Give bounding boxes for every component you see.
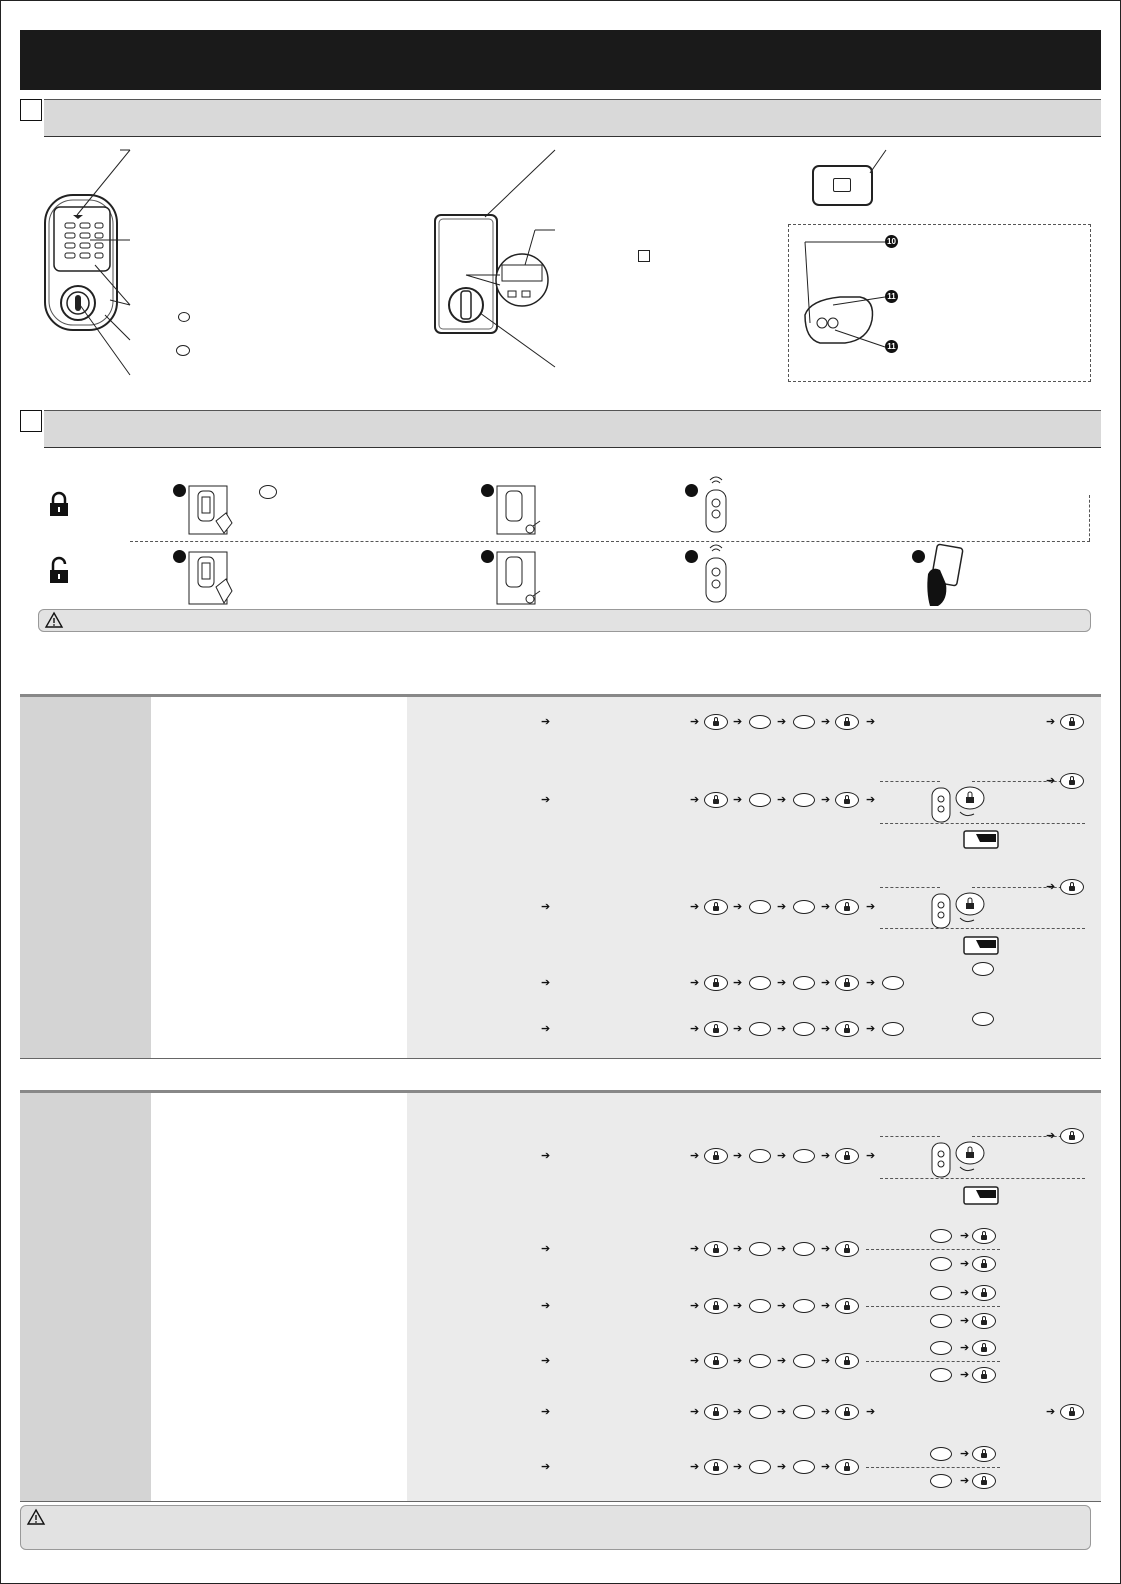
lock-button-icon [704,792,728,808]
lock-button-icon [835,792,859,808]
sequence-arrow: ➔ [821,1023,831,1035]
sequence-arrow: ➔ [690,1461,700,1473]
sequence-arrow: ➔ [690,1355,700,1367]
sequence-arrow: ➔ [733,716,743,728]
lock-button-icon [835,1404,859,1420]
keypad-button-icon [930,1474,952,1488]
dashed-connector [880,823,1085,824]
sequence-arrow: ➔ [821,1461,831,1473]
lock-button-icon [704,1404,728,1420]
warning-icon [27,1509,45,1525]
sequence-arrow: ➔ [690,1406,700,1418]
lock-button-icon [835,975,859,991]
lock-button-icon [704,1459,728,1475]
lock-button-icon [1060,714,1084,730]
lock-button-icon [835,714,859,730]
keypad-button-icon [793,1354,815,1368]
keypad-button-icon [882,976,904,990]
lock-button-icon [1060,1128,1084,1144]
lock-button-icon [972,1313,996,1329]
lock-button-icon [704,975,728,991]
sequence-arrow: ➔ [1046,1130,1056,1142]
sequence-arrow: ➔ [866,1406,876,1418]
sequence-arrow: ➔ [821,794,831,806]
lock-button-icon [835,899,859,915]
sequence-arrow: ➔ [960,1342,970,1354]
dashed-connector [866,1361,1000,1362]
sequence-arrow: ➔ [960,1475,970,1487]
sequence-arrow: ➔ [1046,881,1056,893]
sequence-arrow: ➔ [541,901,551,913]
dashed-connector [880,887,940,888]
lock-button-icon [835,1241,859,1257]
sequence-arrow: ➔ [733,901,743,913]
keypad-button-icon [930,1257,952,1271]
keypad-button-icon [930,1314,952,1328]
lock-button-icon [972,1473,996,1489]
sequence-arrow: ➔ [541,1461,551,1473]
lock-button-icon [1060,773,1084,789]
sequence-arrow: ➔ [733,1300,743,1312]
sequence-arrow: ➔ [960,1448,970,1460]
keypad-button-icon [749,1299,771,1313]
keypad-button-icon [793,715,815,729]
dashed-connector [866,1467,1000,1468]
key-card-hand-icon [962,828,1002,852]
keypad-button-icon [749,1405,771,1419]
lock-button-icon [835,1021,859,1037]
sequence-arrow: ➔ [690,1023,700,1035]
sequence-arrow: ➔ [733,1461,743,1473]
keypad-button-icon [972,962,994,976]
dashed-connector [880,1178,1085,1179]
keypad-button-icon [793,1242,815,1256]
sequence-arrow: ➔ [777,1150,787,1162]
dashed-connector [866,1249,1000,1250]
sequence-arrow: ➔ [960,1258,970,1270]
lock-button-icon [835,1148,859,1164]
sequence-arrow: ➔ [960,1230,970,1242]
keypad-button-icon [972,1012,994,1026]
sequence-arrow: ➔ [777,977,787,989]
keypad-button-icon [793,1022,815,1036]
lock-button-icon [704,1021,728,1037]
keypad-button-icon [930,1368,952,1382]
sequence-arrow: ➔ [690,716,700,728]
keypad-button-icon [749,900,771,914]
sequence-arrow: ➔ [733,1406,743,1418]
sequence-arrow: ➔ [733,1355,743,1367]
sequence-arrow: ➔ [866,1023,876,1035]
sequence-arrow: ➔ [690,1300,700,1312]
lock-button-icon [1060,879,1084,895]
warning-bar-2 [20,1505,1091,1550]
remote-fob-icon [930,890,990,932]
sequence-arrow: ➔ [541,977,551,989]
dashed-connector [972,781,1072,782]
sequence-arrow: ➔ [1046,716,1056,728]
sequence-arrow: ➔ [866,794,876,806]
keypad-button-icon [930,1286,952,1300]
lock-button-icon [1060,1404,1084,1420]
keypad-button-icon [793,900,815,914]
sequence-arrow: ➔ [690,901,700,913]
keypad-button-icon [749,1354,771,1368]
lock-button-icon [972,1367,996,1383]
keypad-button-icon [749,1242,771,1256]
sequence-arrow: ➔ [821,1243,831,1255]
lock-button-icon [972,1256,996,1272]
lock-button-icon [704,714,728,730]
sequence-arrow: ➔ [777,1406,787,1418]
sequence-arrow: ➔ [541,1243,551,1255]
sequence-arrow: ➔ [733,1243,743,1255]
lock-button-icon [972,1446,996,1462]
sequence-arrow: ➔ [541,716,551,728]
sequence-arrow: ➔ [690,1243,700,1255]
lock-button-icon [835,1298,859,1314]
sequence-arrow: ➔ [541,1355,551,1367]
keypad-button-icon [793,1405,815,1419]
sequence-arrow: ➔ [690,977,700,989]
lock-button-icon [704,1241,728,1257]
lock-button-icon [704,1298,728,1314]
keypad-button-icon [749,1149,771,1163]
keypad-button-icon [749,1460,771,1474]
keypad-button-icon [793,793,815,807]
sequence-arrow: ➔ [733,1150,743,1162]
sequence-arrow: ➔ [733,794,743,806]
keypad-button-icon [749,793,771,807]
lock-button-icon [704,899,728,915]
sequence-arrow: ➔ [1046,775,1056,787]
keypad-button-icon [749,976,771,990]
remote-fob-icon [930,784,990,826]
sequence-arrow: ➔ [777,794,787,806]
keypad-button-icon [793,1299,815,1313]
dashed-connector [972,887,1072,888]
sequence-arrow: ➔ [777,901,787,913]
lock-button-icon [972,1228,996,1244]
sequence-arrow: ➔ [960,1315,970,1327]
sequence-arrow: ➔ [1046,1406,1056,1418]
key-card-hand-icon [962,1184,1002,1208]
sequence-arrow: ➔ [541,1023,551,1035]
sequence-arrow: ➔ [541,1300,551,1312]
keypad-button-icon [749,715,771,729]
dashed-connector [880,928,1085,929]
keypad-button-icon [930,1229,952,1243]
sequence-arrow: ➔ [541,794,551,806]
sequence-arrow: ➔ [821,1150,831,1162]
lock-button-icon [704,1353,728,1369]
lock-button-icon [972,1340,996,1356]
sequence-arrow: ➔ [866,901,876,913]
keypad-button-icon [793,1149,815,1163]
sequence-arrow: ➔ [821,901,831,913]
sequence-arrow: ➔ [733,1023,743,1035]
sequence-arrow: ➔ [777,1355,787,1367]
keypad-button-icon [793,1460,815,1474]
dashed-connector [880,1136,940,1137]
keypad-button-icon [930,1447,952,1461]
dashed-connector [880,781,940,782]
sequence-arrow: ➔ [866,716,876,728]
remote-fob-icon [930,1139,990,1181]
remote-callout-11-b: 11 [885,340,898,353]
lock-button-icon [704,1148,728,1164]
sequence-arrow: ➔ [690,794,700,806]
keypad-button-icon [882,1022,904,1036]
sequence-arrow: ➔ [821,1355,831,1367]
lock-button-icon [835,1459,859,1475]
sequence-arrow: ➔ [960,1369,970,1381]
sequence-arrow: ➔ [960,1287,970,1299]
remote-callout-11-a: 11 [885,290,898,303]
sequence-arrow: ➔ [541,1150,551,1162]
sequence-arrow: ➔ [541,1406,551,1418]
dashed-connector [866,1306,1000,1307]
sequence-arrow: ➔ [733,977,743,989]
sequence-arrow: ➔ [821,1406,831,1418]
sequence-arrow: ➔ [821,977,831,989]
sequence-arrow: ➔ [777,1243,787,1255]
lock-button-icon [835,1353,859,1369]
sequence-arrow: ➔ [690,1150,700,1162]
sequence-arrow: ➔ [866,977,876,989]
remote-callout-10: 10 [885,235,898,248]
sequence-arrow: ➔ [866,1150,876,1162]
keypad-button-icon [749,1022,771,1036]
sequence-arrow: ➔ [777,1300,787,1312]
key-card-hand-icon [962,934,1002,958]
sequence-arrow: ➔ [777,716,787,728]
sequence-arrow: ➔ [821,1300,831,1312]
keypad-button-icon [793,976,815,990]
sequence-arrow: ➔ [821,716,831,728]
keypad-button-icon [930,1341,952,1355]
sequence-arrow: ➔ [777,1461,787,1473]
lock-button-icon [972,1285,996,1301]
dashed-connector [972,1136,1072,1137]
sequence-arrow: ➔ [777,1023,787,1035]
